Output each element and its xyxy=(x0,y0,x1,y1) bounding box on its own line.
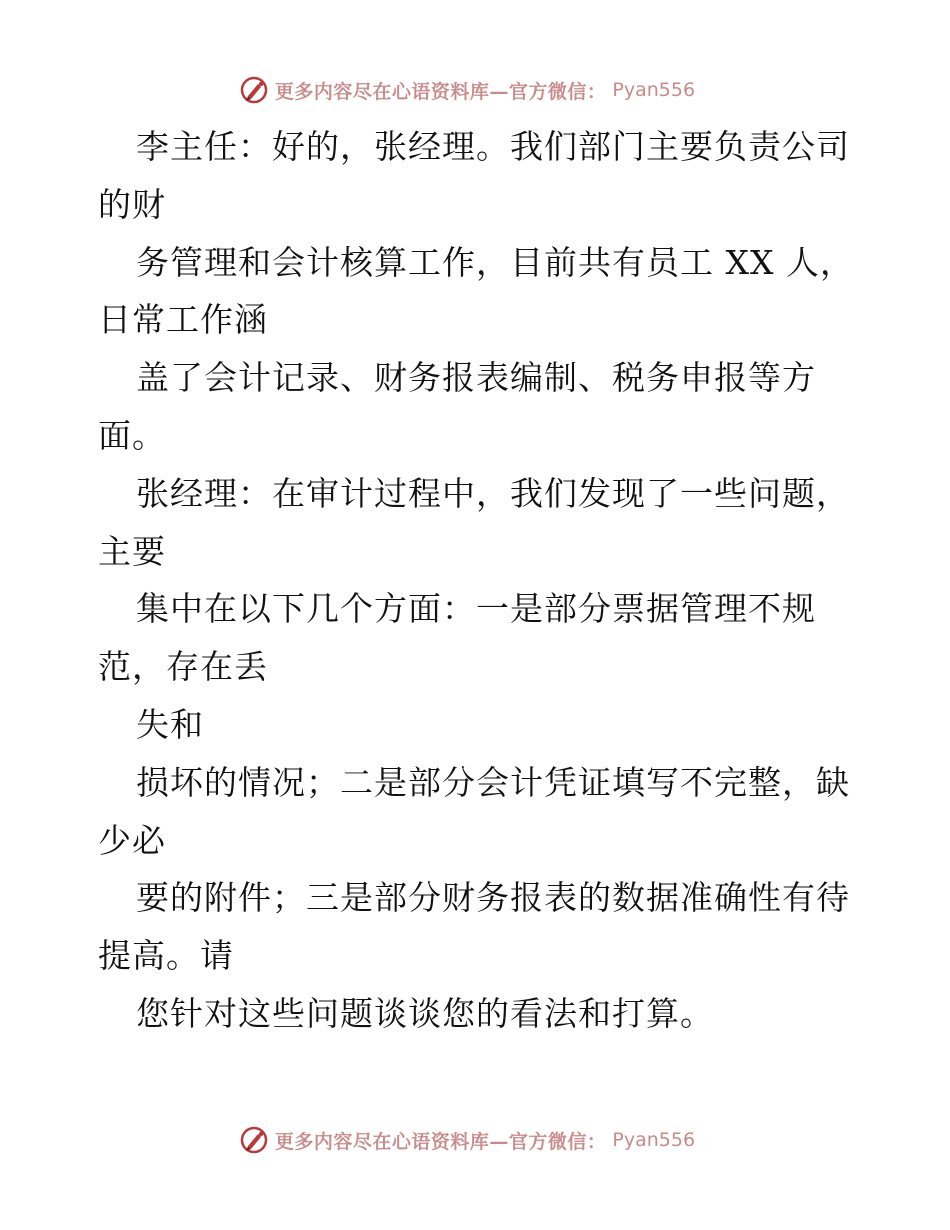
pen-logo-icon xyxy=(239,75,269,105)
footer-wechat-id: Pyan556 xyxy=(612,1129,696,1151)
body-line: 务管理和会计核算工作，目前共有员工 XX 人， xyxy=(136,242,854,282)
body-line: 面。 xyxy=(98,415,166,455)
body-line: 范，存在丢 xyxy=(98,647,268,687)
body-line: 您针对这些问题谈谈您的看法和打算。 xyxy=(136,993,714,1033)
body-line: 少必 xyxy=(98,820,166,860)
body-line: 张经理：在审计过程中，我们发现了一些问题， xyxy=(136,473,850,513)
body-line: 集中在以下几个方面：一是部分票据管理不规 xyxy=(136,589,816,629)
body-line: 损坏的情况；二是部分会计凭证填写不完整，缺 xyxy=(136,762,850,802)
body-line: 日常工作涵 xyxy=(98,300,268,340)
body-line: 失和 xyxy=(136,704,204,744)
body-line: 盖了会计记录、财务报表编制、税务申报等方 xyxy=(136,358,816,398)
document-body xyxy=(98,118,888,1043)
header-banner xyxy=(0,72,950,108)
body-line: 提高。请 xyxy=(98,936,234,976)
body-line: 的财 xyxy=(98,184,166,224)
header-wechat-id: Pyan556 xyxy=(612,79,696,101)
footer-banner-text: 更多内容尽在心语资料库—官方微信： xyxy=(274,1130,607,1153)
body-line: 要的附件；三是部分财务报表的数据准确性有待 xyxy=(136,878,850,918)
body-line: 主要 xyxy=(98,531,166,571)
footer-banner xyxy=(0,1122,950,1158)
header-banner-text: 更多内容尽在心语资料库—官方微信： xyxy=(274,80,607,103)
body-line: 李主任：好的，张经理。我们部门主要负责公司 xyxy=(136,127,850,166)
pen-logo-icon xyxy=(239,1125,269,1155)
